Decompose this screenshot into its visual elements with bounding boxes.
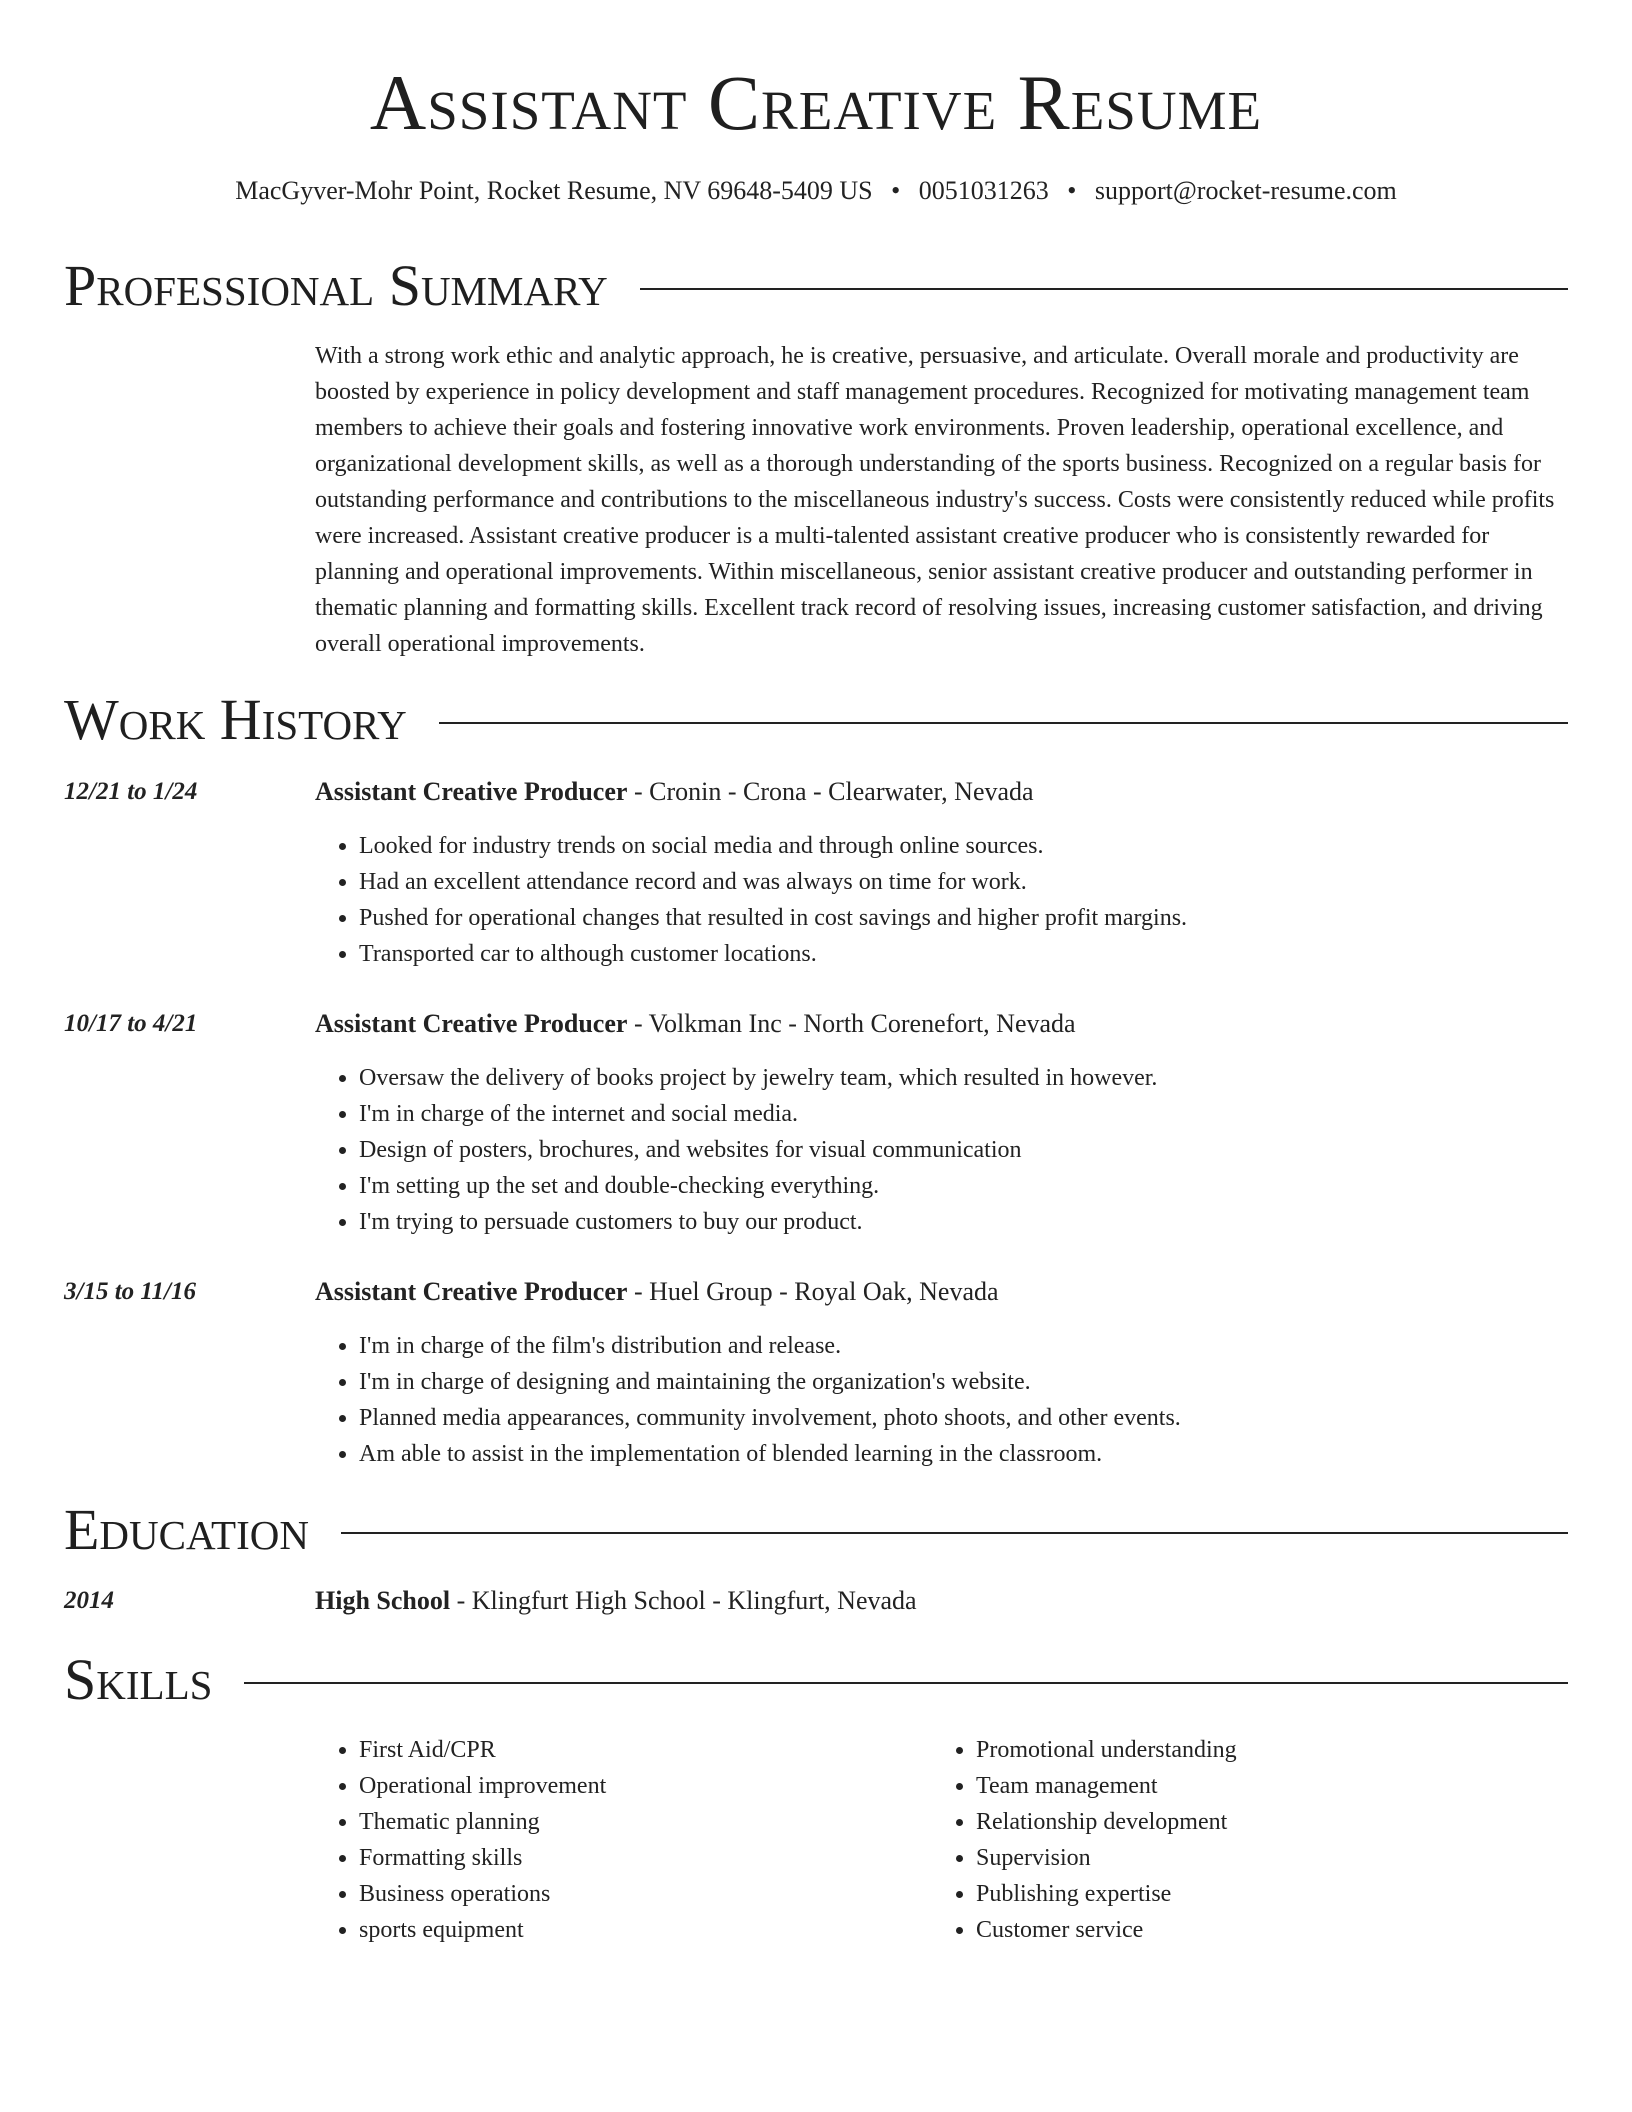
job-bullet: • Design of posters, brochures, and websites for visual communication xyxy=(359,1132,1157,1168)
skill-item: • First Aid/CPR xyxy=(359,1732,606,1768)
section-title-summary: Professional Summary xyxy=(64,253,608,318)
job-dates: 3/15 to 11/16 xyxy=(64,1278,196,1305)
job-heading xyxy=(315,1275,1565,1309)
skill-item: • Team management xyxy=(976,1768,1237,1804)
contact-phone: 0051031263 xyxy=(918,176,1049,205)
section-title-education: Education xyxy=(64,1497,309,1562)
job-title: Assistant Creative Producer xyxy=(315,777,628,806)
education-year: 2014 xyxy=(64,1587,114,1614)
job-bullet: • I'm setting up the set and double-checking everything. xyxy=(359,1168,1157,1204)
job-heading xyxy=(315,1007,1565,1041)
job-bullet: • I'm trying to persuade customers to buy our product. xyxy=(359,1204,1157,1240)
skill-item: • Publishing expertise xyxy=(976,1876,1237,1912)
job-bullet: • I'm in charge of the internet and social media. xyxy=(359,1096,1157,1132)
skills-list-left xyxy=(315,1732,606,1948)
skill-item: • Formatting skills xyxy=(359,1840,606,1876)
contact-address: MacGyver-Mohr Point, Rocket Resume, NV 69648-5409 US xyxy=(235,176,873,205)
job-company: - Cronin - Crona - Clearwater, Nevada xyxy=(627,777,1034,806)
resume-name: Assistant Creative Resume xyxy=(369,59,1263,146)
skills-section-header xyxy=(64,1647,1568,1712)
contact-email: support@rocket-resume.com xyxy=(1094,176,1397,205)
job-dates: 12/21 to 1/24 xyxy=(64,778,198,805)
education-section-header xyxy=(64,1497,1568,1562)
section-divider xyxy=(341,1532,1568,1534)
summary-text: With a strong work ethic and analytic approach, he is creative, persuasive, and articulate. Overall morale and productivity are boosted by experience in policy development and staff management procedures. Recognized for motivating management team members to achieve their goals and fostering innovative work environments. Proven leadership, operational excellence, and organizational development skills, as well as a thorough understanding of the sports business. Recognized on a regular basis for outstanding performance and contributions to the miscellaneous industry's success. Costs were consistently reduced while profits were increased. Assistant creative producer is a multi-talented assistant creative producer who is consistently rewarded for planning and operational improvements. Within miscellaneous, senior assistant creative producer and outstanding performer in thematic planning and formatting skills. Excellent track record of resolving issues, increasing customer satisfaction, and driving overall operational improvements. xyxy=(315,343,1555,657)
job-bullets xyxy=(315,1060,1157,1240)
job-bullet: • Transported car to although customer locations. xyxy=(359,936,1187,972)
skill-item: • Relationship development xyxy=(976,1804,1237,1840)
section-title-skills: Skills xyxy=(64,1647,213,1712)
job-bullet: • Oversaw the delivery of books project by jewelry team, which resulted in however. xyxy=(359,1060,1157,1096)
job-bullet: • Looked for industry trends on social media and through online sources. xyxy=(359,828,1187,864)
skill-item: • Thematic planning xyxy=(359,1804,606,1840)
job-bullet: • Am able to assist in the implementation of blended learning in the classroom. xyxy=(359,1436,1181,1472)
skill-item: • Customer service xyxy=(976,1912,1237,1948)
contact-separator: • xyxy=(891,176,901,205)
education-school: - Klingfurt High School - Klingfurt, Nevada xyxy=(450,1586,917,1615)
skills-list-right xyxy=(932,1732,1237,1948)
education-degree: High School xyxy=(315,1586,451,1615)
section-divider xyxy=(439,722,1568,724)
job-bullet: • Had an excellent attendance record and was always on time for work. xyxy=(359,864,1187,900)
job-company: - Volkman Inc - North Corenefort, Nevada xyxy=(627,1009,1076,1038)
job-bullet: • I'm in charge of designing and maintaining the organization's website. xyxy=(359,1364,1181,1400)
job-bullet: • I'm in charge of the film's distribution and release. xyxy=(359,1328,1181,1364)
job-bullets xyxy=(315,828,1187,972)
job-bullets xyxy=(315,1328,1181,1472)
education-heading xyxy=(315,1584,1565,1618)
contact-separator: • xyxy=(1067,176,1077,205)
job-title: Assistant Creative Producer xyxy=(315,1009,628,1038)
job-heading xyxy=(315,775,1565,809)
job-dates: 10/17 to 4/21 xyxy=(64,1010,198,1037)
work-section-header xyxy=(64,687,1568,752)
skill-item: • sports equipment xyxy=(359,1912,606,1948)
skill-item: • Promotional understanding xyxy=(976,1732,1237,1768)
contact-line xyxy=(0,174,1632,208)
skill-item: • Business operations xyxy=(359,1876,606,1912)
section-divider xyxy=(640,288,1568,290)
section-divider xyxy=(244,1682,1568,1684)
job-bullet: • Pushed for operational changes that resulted in cost savings and higher profit margins. xyxy=(359,900,1187,936)
job-bullet: • Planned media appearances, community involvement, photo shoots, and other events. xyxy=(359,1400,1181,1436)
skill-item: • Supervision xyxy=(976,1840,1237,1876)
job-title: Assistant Creative Producer xyxy=(315,1277,628,1306)
skill-item: • Operational improvement xyxy=(359,1768,606,1804)
section-title-work: Work History xyxy=(64,687,407,752)
job-company: - Huel Group - Royal Oak, Nevada xyxy=(627,1277,999,1306)
summary-section-header xyxy=(64,253,1568,318)
